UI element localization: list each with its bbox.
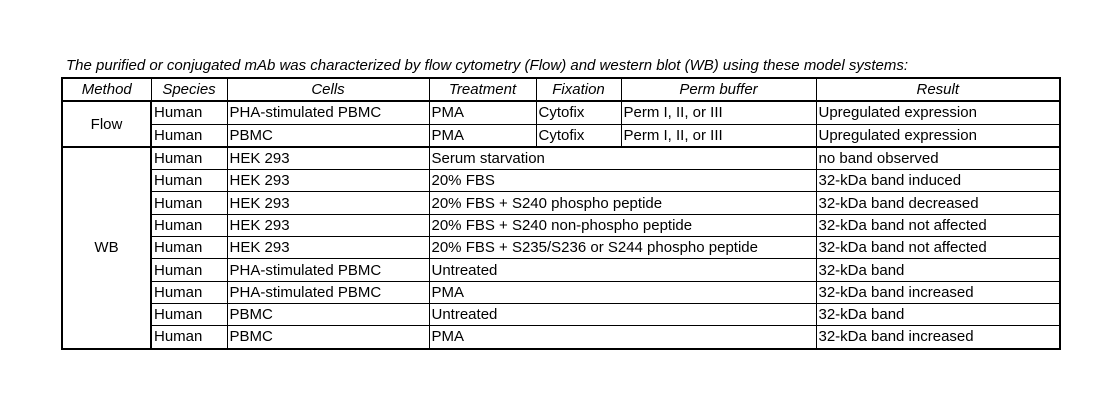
method-wb: WB	[62, 147, 151, 349]
result-cell: 32-kDa band not affected	[816, 237, 1060, 259]
fixation-cell: Cytofix	[536, 124, 621, 147]
cells-cell: HEK 293	[227, 214, 429, 236]
species-cell: Human	[151, 170, 227, 192]
treatment-cell: PMA	[429, 101, 536, 124]
species-cell: Human	[151, 214, 227, 236]
species-cell: Human	[151, 281, 227, 303]
species-cell: Human	[151, 192, 227, 214]
table-row	[62, 237, 1060, 259]
species-cell: Human	[151, 326, 227, 349]
method-flow: Flow	[62, 101, 151, 147]
treatment-cell: 20% FBS + S240 non-phospho peptide	[429, 214, 816, 236]
characterization-table	[61, 77, 1061, 350]
header-result: Result	[816, 78, 1060, 101]
perm-buffer-cell: Perm I, II, or III	[621, 101, 816, 124]
table-row	[62, 147, 1060, 170]
result-cell: 32-kDa band increased	[816, 281, 1060, 303]
result-cell: 32-kDa band	[816, 303, 1060, 325]
treatment-cell: 20% FBS + S235/S236 or S244 phospho peptide	[429, 237, 816, 259]
header-species: Species	[151, 78, 227, 101]
table-caption: The purified or conjugated mAb was characterized by flow cytometry (Flow) and western blot (WB) using these model systems:	[66, 57, 909, 74]
treatment-cell: Serum starvation	[429, 147, 816, 170]
cells-cell: HEK 293	[227, 170, 429, 192]
cells-cell: PHA-stimulated PBMC	[227, 259, 429, 281]
result-cell: 32-kDa band	[816, 259, 1060, 281]
cells-cell: PHA-stimulated PBMC	[227, 101, 429, 124]
table-row	[62, 192, 1060, 214]
table-row	[62, 303, 1060, 325]
result-cell: 32-kDa band not affected	[816, 214, 1060, 236]
species-cell: Human	[151, 101, 227, 124]
cells-cell: PBMC	[227, 303, 429, 325]
table-row	[62, 124, 1060, 147]
header-perm-buffer: Perm buffer	[621, 78, 816, 101]
header-row	[62, 78, 1060, 101]
cells-cell: PHA-stimulated PBMC	[227, 281, 429, 303]
result-cell: 32-kDa band decreased	[816, 192, 1060, 214]
species-cell: Human	[151, 124, 227, 147]
table-row	[62, 259, 1060, 281]
header-cells: Cells	[227, 78, 429, 101]
header-method: Method	[62, 78, 151, 101]
treatment-cell: PMA	[429, 326, 816, 349]
cells-cell: HEK 293	[227, 192, 429, 214]
table-row	[62, 101, 1060, 124]
result-cell: Upregulated expression	[816, 101, 1060, 124]
result-cell: no band observed	[816, 147, 1060, 170]
fixation-cell: Cytofix	[536, 101, 621, 124]
species-cell: Human	[151, 237, 227, 259]
treatment-cell: PMA	[429, 124, 536, 147]
treatment-cell: Untreated	[429, 259, 816, 281]
result-cell: 32-kDa band increased	[816, 326, 1060, 349]
species-cell: Human	[151, 303, 227, 325]
table-row	[62, 170, 1060, 192]
species-cell: Human	[151, 259, 227, 281]
perm-buffer-cell: Perm I, II, or III	[621, 124, 816, 147]
cells-cell: PBMC	[227, 326, 429, 349]
table-row	[62, 214, 1060, 236]
result-cell: 32-kDa band induced	[816, 170, 1060, 192]
treatment-cell: PMA	[429, 281, 816, 303]
result-cell: Upregulated expression	[816, 124, 1060, 147]
cells-cell: HEK 293	[227, 237, 429, 259]
cells-cell: PBMC	[227, 124, 429, 147]
species-cell: Human	[151, 147, 227, 170]
cells-cell: HEK 293	[227, 147, 429, 170]
table-row	[62, 281, 1060, 303]
header-treatment: Treatment	[429, 78, 536, 101]
treatment-cell: 20% FBS + S240 phospho peptide	[429, 192, 816, 214]
table-row	[62, 326, 1060, 349]
header-fixation: Fixation	[536, 78, 621, 101]
treatment-cell: 20% FBS	[429, 170, 816, 192]
treatment-cell: Untreated	[429, 303, 816, 325]
